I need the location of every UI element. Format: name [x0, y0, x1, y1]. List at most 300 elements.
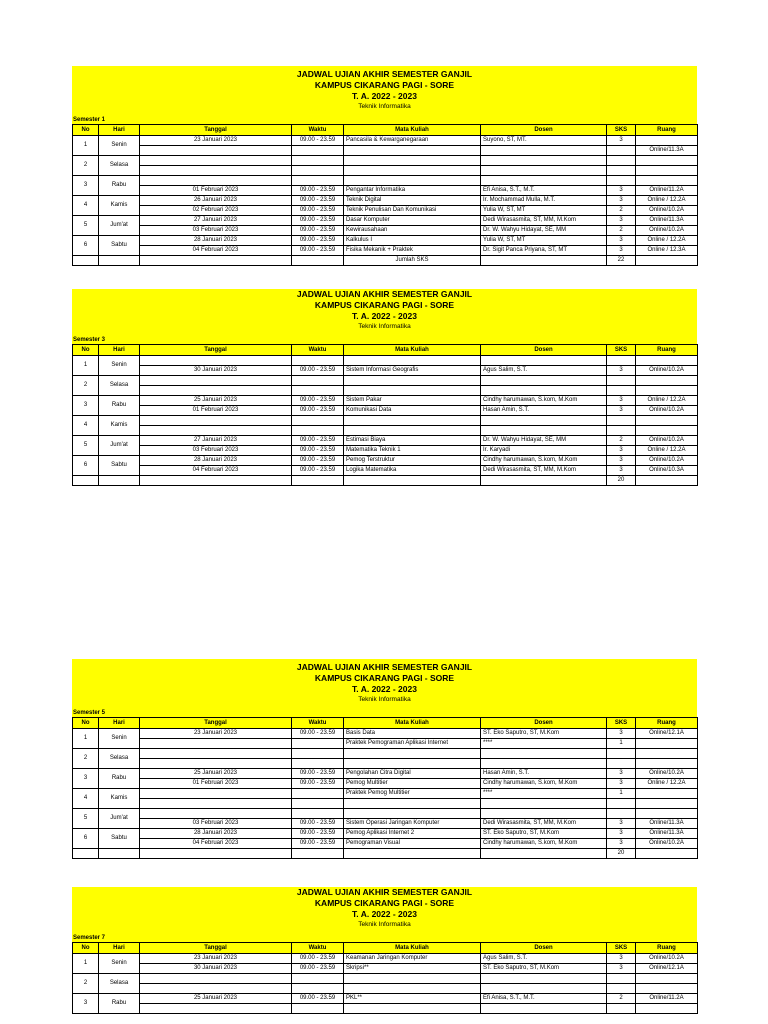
cell-sks [607, 146, 636, 156]
cell-sks: 3 [607, 819, 636, 829]
table-row [73, 386, 698, 396]
cell-mata-kuliah [344, 974, 481, 984]
column-header-mata-kuliah: Mata Kuliah [344, 943, 481, 954]
table-row [73, 974, 698, 984]
cell-ruang [636, 376, 698, 386]
cell-mata-kuliah [344, 426, 481, 436]
cell-waktu: 09.00 - 23.59 [292, 779, 344, 789]
schedule-header [72, 289, 697, 336]
schedule-table [72, 717, 698, 859]
cell-tanggal: 23 Januari 2023 [140, 954, 292, 964]
campus-line: KAMPUS CIKARANG PAGI - SORE [314, 80, 455, 90]
cell-tanggal [140, 416, 292, 426]
table-row [73, 984, 698, 994]
cell-dosen: Cindhy harumawan, S.kom, M.Kom [481, 396, 607, 406]
cell-tanggal: 03 Februari 2023 [140, 819, 292, 829]
cell-no: 4 [73, 416, 99, 436]
cell-hari: Jum'at [99, 809, 140, 829]
cell-dosen [481, 749, 607, 759]
cell-mata-kuliah [344, 376, 481, 386]
column-header-tanggal: Tanggal [140, 345, 292, 356]
table-row [73, 839, 698, 849]
cell-sks [607, 974, 636, 984]
column-header-tanggal: Tanggal [140, 125, 292, 136]
cell-tanggal: 02 Februari 2023 [140, 206, 292, 216]
cell-ruang: Online/12.1A [636, 729, 698, 739]
cell-ruang [636, 166, 698, 176]
cell-waktu: 09.00 - 23.59 [292, 136, 344, 146]
cell-sks: 3 [607, 769, 636, 779]
cell-dosen [481, 1004, 607, 1014]
cell-dosen [481, 166, 607, 176]
cell-tanggal: 23 Januari 2023 [140, 729, 292, 739]
schedule-semester-7 [72, 887, 697, 1014]
cell-mata-kuliah: Dasar Komputer [344, 216, 481, 226]
cell-ruang: Online/10.2A [636, 954, 698, 964]
cell-tanggal [140, 799, 292, 809]
cell-sks [607, 176, 636, 186]
column-header-sks: SKS [607, 345, 636, 356]
cell-ruang [636, 799, 698, 809]
cell-dosen: ST. Eko Saputro, ST, M.Kom [481, 729, 607, 739]
column-header-sks: SKS [607, 943, 636, 954]
table-row [73, 799, 698, 809]
cell-ruang: Online/12.1A [636, 964, 698, 974]
cell-tanggal: 03 Februari 2023 [140, 446, 292, 456]
cell-tanggal [140, 789, 292, 799]
cell-sks [607, 416, 636, 426]
year-line: T. A. 2022 - 2023 [352, 909, 417, 919]
cell-sks: 3 [607, 236, 636, 246]
cell-sks: 3 [607, 246, 636, 256]
cell-sks [607, 426, 636, 436]
cell-mata-kuliah: Komunikasi Data [344, 406, 481, 416]
cell-no: 2 [73, 749, 99, 769]
cell-sks: 3 [607, 186, 636, 196]
cell-waktu [292, 739, 344, 749]
cell-sks [607, 376, 636, 386]
cell-tanggal [140, 1004, 292, 1014]
cell-waktu [292, 789, 344, 799]
cell-dosen [481, 426, 607, 436]
cell-sks: 3 [607, 829, 636, 839]
cell-mata-kuliah: Kewirausahaan [344, 226, 481, 236]
cell-mata-kuliah [344, 146, 481, 156]
table-row [73, 739, 698, 749]
cell-waktu [292, 426, 344, 436]
cell-waktu [292, 166, 344, 176]
cell-ruang: Online/10.2A [636, 839, 698, 849]
cell-dosen: Dr. W. Wahyu Hidayat, SE, MM [481, 226, 607, 236]
cell-dosen: ST. Eko Saputro, ST, M.Kom [481, 829, 607, 839]
prodi-line: Teknik Informatika [358, 696, 411, 703]
cell-mata-kuliah: Pengolahan Citra Digital [344, 769, 481, 779]
cell-tanggal [140, 739, 292, 749]
cell-dosen [481, 386, 607, 396]
total-sks: 20 [607, 849, 636, 859]
cell-tanggal [140, 426, 292, 436]
cell-tanggal: 01 Februari 2023 [140, 186, 292, 196]
cell-dosen: Agus Salim, S.T. [481, 954, 607, 964]
column-header-tanggal: Tanggal [140, 943, 292, 954]
column-header-no: No [73, 718, 99, 729]
cell-no: 3 [73, 176, 99, 196]
cell-no: 2 [73, 156, 99, 176]
cell-dosen [481, 809, 607, 819]
cell-sks: 1 [607, 739, 636, 749]
campus-line: KAMPUS CIKARANG PAGI - SORE [314, 673, 455, 683]
cell-mata-kuliah: Keamanan Jaringan Komputer [344, 954, 481, 964]
cell-waktu: 09.00 - 23.59 [292, 819, 344, 829]
cell-dosen: Dedi Wirasasmita, ST, MM, M.Kom [481, 216, 607, 226]
table-row [73, 396, 698, 406]
cell-mata-kuliah: Basis Data [344, 729, 481, 739]
cell-mata-kuliah: Sistem Operasi Jaringan Komputer [344, 819, 481, 829]
cell-ruang [636, 356, 698, 366]
cell-ruang: Online/11.3A [636, 216, 698, 226]
cell-dosen: Yulia W, ST, MT [481, 206, 607, 216]
cell-tanggal [140, 176, 292, 186]
table-row [73, 146, 698, 156]
cell-no: 1 [73, 356, 99, 376]
cell-waktu: 09.00 - 23.59 [292, 226, 344, 236]
total-row [73, 256, 698, 266]
table-row [73, 196, 698, 206]
cell-ruang: Online/10.2A [636, 366, 698, 376]
header-row [73, 943, 698, 954]
cell-mata-kuliah: Sistem Pakar [344, 396, 481, 406]
cell-sks [607, 356, 636, 366]
column-header-waktu: Waktu [292, 125, 344, 136]
cell-hari: Selasa [99, 156, 140, 176]
cell-sks [607, 809, 636, 819]
cell-waktu [292, 376, 344, 386]
cell-tanggal [140, 146, 292, 156]
table-row [73, 436, 698, 446]
cell-waktu: 09.00 - 23.59 [292, 366, 344, 376]
cell-sks: 2 [607, 226, 636, 236]
cell-hari: Kamis [99, 416, 140, 436]
header-row [73, 718, 698, 729]
cell-ruang: Online/10.2A [636, 206, 698, 216]
cell-waktu: 09.00 - 23.59 [292, 206, 344, 216]
cell-mata-kuliah: Praktek Pemograman Aplikasi Internet [344, 739, 481, 749]
cell-ruang: Online / 12.2A [636, 446, 698, 456]
cell-ruang: Online/10.2A [636, 406, 698, 416]
cell-dosen: **** [481, 789, 607, 799]
cell-sks: 3 [607, 729, 636, 739]
cell-dosen [481, 376, 607, 386]
table-row [73, 456, 698, 466]
column-header-ruang: Ruang [636, 345, 698, 356]
table-row [73, 366, 698, 376]
cell-hari: Rabu [99, 769, 140, 789]
schedule-semester-1 [72, 66, 697, 266]
cell-ruang: Online/10.3A [636, 466, 698, 476]
cell-waktu [292, 759, 344, 769]
cell-hari: Kamis [99, 789, 140, 809]
cell-tanggal: 25 Januari 2023 [140, 396, 292, 406]
header-row [73, 125, 698, 136]
cell-ruang: Online/10.2A [636, 456, 698, 466]
cell-ruang: Online / 12.3A [636, 246, 698, 256]
cell-no: 4 [73, 196, 99, 216]
cell-mata-kuliah: Praktek Pemog Multitier [344, 789, 481, 799]
cell-tanggal: 04 Februari 2023 [140, 466, 292, 476]
cell-no: 5 [73, 809, 99, 829]
cell-ruang: Online / 12.2A [636, 779, 698, 789]
cell-no: 6 [73, 456, 99, 476]
table-row [73, 829, 698, 839]
schedule-header [72, 659, 697, 709]
cell-ruang: Online/11.2A [636, 994, 698, 1004]
table-row [73, 186, 698, 196]
cell-waktu: 09.00 - 23.59 [292, 954, 344, 964]
table-row [73, 226, 698, 236]
cell-waktu [292, 156, 344, 166]
cell-ruang: Online/11.2A [636, 186, 698, 196]
table-row [73, 446, 698, 456]
cell-mata-kuliah: Pemog Terstruktur [344, 456, 481, 466]
cell-sks [607, 749, 636, 759]
cell-ruang [636, 739, 698, 749]
cell-mata-kuliah: Pengantar Informatika [344, 186, 481, 196]
cell-waktu: 09.00 - 23.59 [292, 216, 344, 226]
cell-tanggal: 27 Januari 2023 [140, 216, 292, 226]
cell-waktu [292, 386, 344, 396]
total-sks: 20 [607, 476, 636, 486]
total-label [344, 849, 481, 859]
cell-ruang: Online/10.2A [636, 436, 698, 446]
cell-waktu [292, 1004, 344, 1014]
cell-waktu: 09.00 - 23.59 [292, 396, 344, 406]
cell-ruang [636, 759, 698, 769]
cell-ruang: Online / 12.2A [636, 196, 698, 206]
cell-sks: 3 [607, 366, 636, 376]
cell-ruang [636, 136, 698, 146]
cell-mata-kuliah: Logika Matematika [344, 466, 481, 476]
cell-hari: Kamis [99, 196, 140, 216]
cell-sks: 3 [607, 216, 636, 226]
cell-tanggal [140, 166, 292, 176]
cell-tanggal: 04 Februari 2023 [140, 839, 292, 849]
column-header-ruang: Ruang [636, 718, 698, 729]
cell-tanggal: 30 Januari 2023 [140, 964, 292, 974]
title-line: JADWAL UJIAN AKHIR SEMESTER GANJIL [296, 662, 473, 672]
cell-sks [607, 984, 636, 994]
cell-hari: Senin [99, 136, 140, 156]
table-row [73, 964, 698, 974]
cell-ruang [636, 1004, 698, 1014]
cell-tanggal: 28 Januari 2023 [140, 236, 292, 246]
cell-hari: Sabtu [99, 236, 140, 256]
cell-sks [607, 1004, 636, 1014]
cell-ruang [636, 386, 698, 396]
column-header-dosen: Dosen [481, 125, 607, 136]
cell-hari: Jum'at [99, 436, 140, 456]
cell-waktu: 09.00 - 23.59 [292, 456, 344, 466]
cell-sks: 2 [607, 206, 636, 216]
cell-dosen [481, 984, 607, 994]
cell-sks: 3 [607, 396, 636, 406]
cell-dosen: Ir. Karyadi [481, 446, 607, 456]
semester-label: Semester 5 [72, 709, 697, 717]
cell-dosen: Dedi Wirasasmita, ST, MM, M.Kom [481, 466, 607, 476]
total-label [344, 476, 481, 486]
cell-mata-kuliah [344, 176, 481, 186]
year-line: T. A. 2022 - 2023 [352, 684, 417, 694]
cell-dosen: Hasan Amin, S.T. [481, 406, 607, 416]
cell-dosen: Cindhy harumawan, S.kom, M.Kom [481, 839, 607, 849]
cell-sks: 1 [607, 789, 636, 799]
cell-mata-kuliah [344, 356, 481, 366]
cell-ruang [636, 809, 698, 819]
column-header-no: No [73, 345, 99, 356]
cell-ruang [636, 156, 698, 166]
cell-waktu [292, 176, 344, 186]
table-row [73, 156, 698, 166]
cell-hari: Selasa [99, 974, 140, 994]
cell-hari: Rabu [99, 176, 140, 196]
cell-hari: Senin [99, 954, 140, 974]
cell-sks: 3 [607, 954, 636, 964]
cell-tanggal: 25 Januari 2023 [140, 769, 292, 779]
cell-dosen [481, 799, 607, 809]
column-header-dosen: Dosen [481, 345, 607, 356]
cell-dosen [481, 974, 607, 984]
cell-mata-kuliah [344, 386, 481, 396]
total-sks: 22 [607, 256, 636, 266]
cell-dosen [481, 759, 607, 769]
column-header-mata-kuliah: Mata Kuliah [344, 718, 481, 729]
cell-hari: Sabtu [99, 829, 140, 849]
table-row [73, 376, 698, 386]
schedule-semester-5 [72, 659, 697, 859]
cell-waktu [292, 146, 344, 156]
column-header-waktu: Waktu [292, 718, 344, 729]
cell-dosen: Agus Salim, S.T. [481, 366, 607, 376]
column-header-dosen: Dosen [481, 718, 607, 729]
cell-sks: 2 [607, 436, 636, 446]
cell-ruang [636, 176, 698, 186]
cell-sks [607, 386, 636, 396]
cell-no: 3 [73, 396, 99, 416]
cell-dosen: Suyono, ST, MT. [481, 136, 607, 146]
cell-waktu: 09.00 - 23.59 [292, 769, 344, 779]
cell-tanggal [140, 156, 292, 166]
cell-tanggal: 30 Januari 2023 [140, 366, 292, 376]
table-row [73, 769, 698, 779]
cell-ruang [636, 984, 698, 994]
cell-no: 4 [73, 789, 99, 809]
cell-waktu: 09.00 - 23.59 [292, 964, 344, 974]
table-row [73, 789, 698, 799]
cell-dosen [481, 176, 607, 186]
column-header-mata-kuliah: Mata Kuliah [344, 345, 481, 356]
column-header-waktu: Waktu [292, 345, 344, 356]
cell-hari: Sabtu [99, 456, 140, 476]
title-line: JADWAL UJIAN AKHIR SEMESTER GANJIL [296, 887, 473, 897]
table-row [73, 954, 698, 964]
cell-mata-kuliah: Pemog Multitier [344, 779, 481, 789]
cell-sks: 3 [607, 466, 636, 476]
cell-tanggal: 28 Januari 2023 [140, 456, 292, 466]
cell-hari: Rabu [99, 396, 140, 416]
campus-line: KAMPUS CIKARANG PAGI - SORE [314, 300, 455, 310]
year-line: T. A. 2022 - 2023 [352, 91, 417, 101]
column-header-sks: SKS [607, 125, 636, 136]
semester-label: Semester 1 [72, 116, 697, 124]
cell-waktu [292, 799, 344, 809]
cell-ruang [636, 789, 698, 799]
cell-no: 3 [73, 994, 99, 1014]
cell-ruang: Online / 12.2A [636, 236, 698, 246]
cell-tanggal [140, 974, 292, 984]
cell-ruang [636, 416, 698, 426]
cell-waktu [292, 974, 344, 984]
table-row [73, 176, 698, 186]
cell-no: 3 [73, 769, 99, 789]
cell-ruang: Online/11.3A [636, 146, 698, 156]
cell-waktu: 09.00 - 23.59 [292, 186, 344, 196]
table-row [73, 426, 698, 436]
cell-mata-kuliah: Skripsi** [344, 964, 481, 974]
cell-dosen [481, 416, 607, 426]
cell-mata-kuliah [344, 984, 481, 994]
table-row [73, 729, 698, 739]
cell-dosen: Efi Anisa, S.T., M.T. [481, 186, 607, 196]
cell-ruang: Online/11.3A [636, 819, 698, 829]
cell-dosen: Hasan Amin, S.T. [481, 769, 607, 779]
cell-tanggal: 01 Februari 2023 [140, 406, 292, 416]
cell-ruang [636, 974, 698, 984]
cell-tanggal: 27 Januari 2023 [140, 436, 292, 446]
schedule-header [72, 66, 697, 116]
table-row [73, 236, 698, 246]
year-line: T. A. 2022 - 2023 [352, 311, 417, 321]
cell-mata-kuliah [344, 416, 481, 426]
cell-mata-kuliah [344, 809, 481, 819]
cell-waktu: 09.00 - 23.59 [292, 994, 344, 1004]
cell-sks: 3 [607, 779, 636, 789]
cell-mata-kuliah: Teknik Digital [344, 196, 481, 206]
column-header-ruang: Ruang [636, 125, 698, 136]
column-header-no: No [73, 125, 99, 136]
cell-waktu: 09.00 - 23.59 [292, 406, 344, 416]
cell-no: 2 [73, 974, 99, 994]
cell-sks: 3 [607, 406, 636, 416]
prodi-line: Teknik Informatika [358, 103, 411, 110]
cell-hari: Selasa [99, 376, 140, 396]
cell-sks: 3 [607, 196, 636, 206]
cell-mata-kuliah: Estimasi Biaya [344, 436, 481, 446]
cell-dosen [481, 356, 607, 366]
cell-no: 2 [73, 376, 99, 396]
cell-ruang: Online / 12.2A [636, 396, 698, 406]
cell-waktu [292, 984, 344, 994]
cell-no: 6 [73, 236, 99, 256]
cell-mata-kuliah: PKL** [344, 994, 481, 1004]
column-header-ruang: Ruang [636, 943, 698, 954]
prodi-line: Teknik Informatika [358, 323, 411, 330]
cell-tanggal [140, 749, 292, 759]
cell-dosen: **** [481, 739, 607, 749]
column-header-hari: Hari [99, 345, 140, 356]
cell-dosen [481, 156, 607, 166]
cell-sks: 3 [607, 136, 636, 146]
prodi-line: Teknik Informatika [358, 921, 411, 928]
cell-dosen: Cindhy harumawan, S.kom, M.Kom [481, 456, 607, 466]
